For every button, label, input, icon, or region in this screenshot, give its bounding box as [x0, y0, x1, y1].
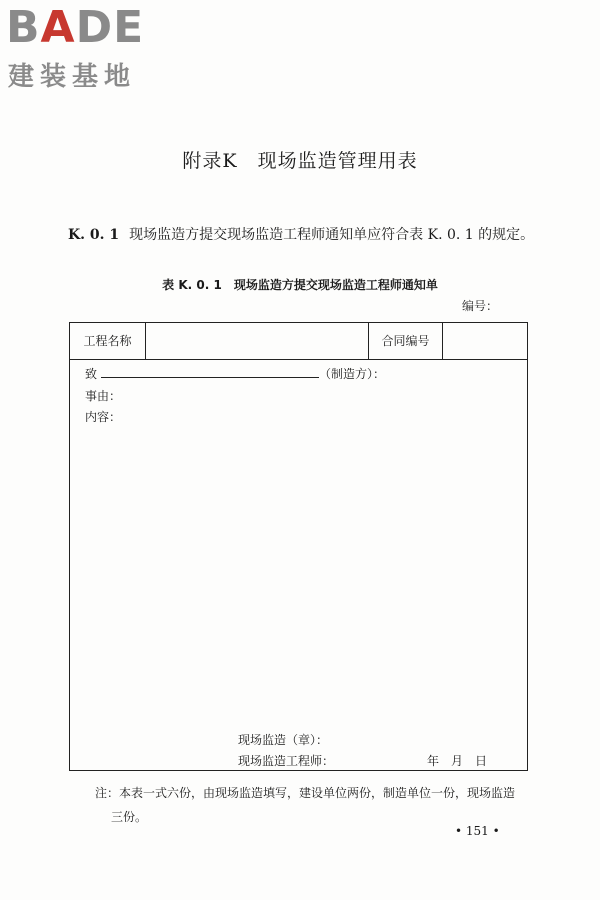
manufacturer-label: （制造方）：	[319, 367, 386, 381]
subject-label: 事由：	[85, 389, 122, 403]
footnote-line-2: 三份。	[111, 810, 148, 824]
supervision-seal-label: 现场监造（章）：	[238, 733, 329, 747]
watermark-subtitle: 建装基地	[8, 62, 137, 92]
to-label: 致	[85, 367, 98, 381]
appendix-title: 附录K 现场监造管理用表	[182, 150, 418, 172]
notice-form	[69, 322, 528, 771]
watermark-logo: BADE	[6, 2, 145, 53]
footnote-line-1: 注：本表一式六份，由现场监造填写，建设单位两份，制造单位一份，现场监造	[95, 786, 516, 800]
contract-number-label: 合同编号	[369, 323, 443, 359]
serial-number-label: 编号：	[462, 299, 499, 313]
engineer-signature-label: 现场监造工程师：	[238, 754, 335, 768]
clause-number: K. 0. 1	[68, 227, 120, 243]
page-number: • 151 •	[455, 824, 500, 838]
date-label: 年 月 日	[427, 754, 488, 768]
project-name-field[interactable]	[146, 323, 369, 359]
table-caption: 表 K. 0. 1 现场监造方提交现场监造工程师通知单	[162, 278, 438, 292]
contract-number-field[interactable]	[443, 323, 527, 359]
clause-text: 现场监造方提交现场监造工程师通知单应符合表 K. 0. 1 的规定。	[129, 227, 535, 243]
addressee-blank[interactable]	[101, 365, 319, 378]
form-header-row	[70, 323, 527, 360]
footnote	[95, 781, 540, 829]
content-label: 内容：	[85, 410, 122, 424]
addressee-line	[85, 365, 385, 382]
project-name-label: 工程名称	[70, 323, 146, 359]
clause-paragraph	[68, 222, 538, 248]
